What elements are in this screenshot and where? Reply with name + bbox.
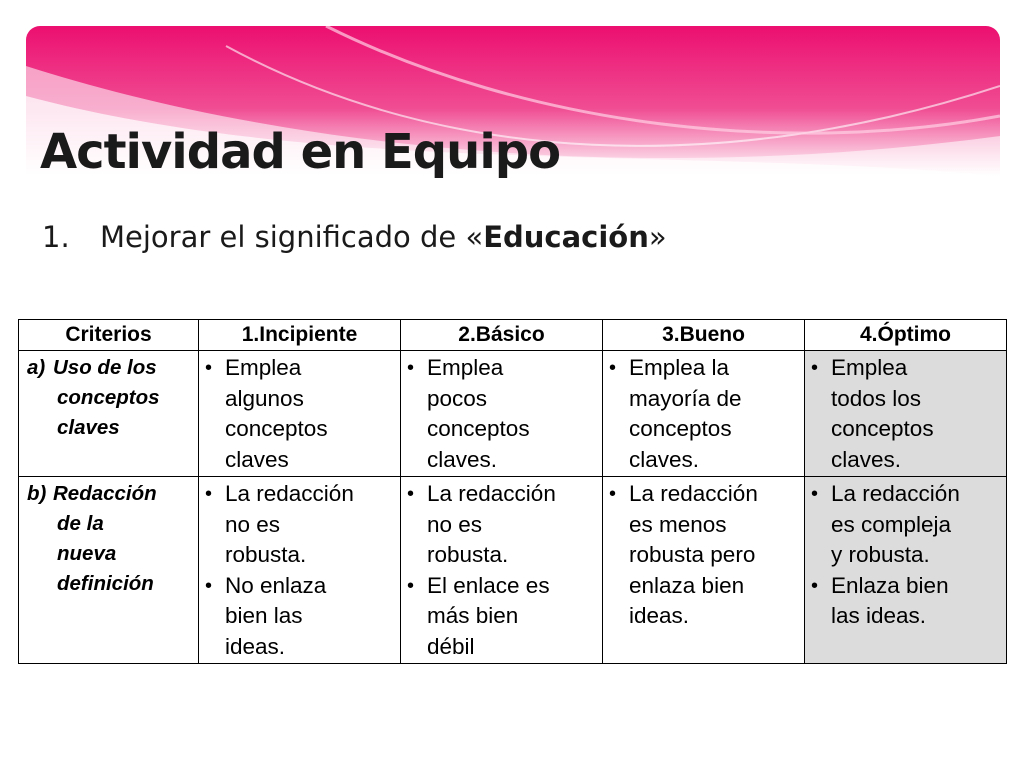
bullet-item [831,571,1002,632]
level-cell-optimo [805,477,1007,664]
header-optimo: 4.Óptimo [805,320,1007,351]
table-row [19,477,1007,664]
line: enlaza bien [629,572,745,598]
line: robusta. [225,542,307,567]
line: • Emplea la [629,355,730,380]
line: conceptos [225,416,328,441]
line: • La redacción [225,481,354,506]
bullet-item [427,571,598,663]
bullet-item [831,479,1002,571]
header-basico: 2.Básico [401,320,603,351]
level-cell [199,477,401,664]
line: ideas. [629,603,690,628]
line: no es [427,511,483,537]
criterion-text: claves [57,416,120,439]
line: • No enlaza [225,572,327,598]
bullet-item [225,479,396,571]
criterion-text: nueva [57,542,117,565]
bullet-item [629,353,800,475]
line: conceptos [831,416,934,441]
criterion-cell [19,351,199,477]
line: es menos [629,511,727,537]
level-cell [603,477,805,664]
criterion-text: definición [57,572,154,595]
line: • La redacción [831,481,960,506]
line: débil [427,633,475,659]
level-cell [603,351,805,477]
line: • Emplea [831,355,908,380]
level-cell-optimo [805,351,1007,477]
level-cell [401,477,603,664]
bullet-item [831,353,1002,475]
criterion-text: de la [57,512,104,535]
criterion-label: a) [27,356,46,379]
line: • Emplea [427,355,504,380]
line: algunos [225,385,304,411]
bullet-item [427,353,598,475]
table-header-row [19,320,1007,351]
line: mayoría de [629,385,742,411]
line: pocos [427,385,488,411]
header-criterios: Criterios [19,320,199,351]
line: claves [225,446,289,472]
line: todos los [831,385,922,411]
line: • La redacción [427,481,556,506]
subtitle-prefix: Mejorar el significado de « [100,220,484,254]
line: claves. [629,446,700,472]
criterion-cell [19,477,199,664]
line: • El enlace es [427,572,550,598]
line: las ideas. [831,603,927,628]
criterion-label: b) [27,482,47,505]
line: conceptos [629,416,732,441]
bullet-item [225,571,396,663]
bullet-item [225,353,396,475]
line: y robusta. [831,542,930,567]
slide-title: Actividad en Equipo [40,124,561,180]
line: robusta. [427,542,509,567]
rubric-table [18,319,1007,664]
line: no es [225,511,281,537]
criterion-text: Uso de los [53,356,157,379]
subtitle-suffix: » [648,220,667,254]
line: bien las [225,603,303,628]
header-bueno: 3.Bueno [603,320,805,351]
level-cell [401,351,603,477]
line: • La redacción [629,481,758,506]
level-cell [199,351,401,477]
line: • Enlaza bien [831,572,949,598]
bullet-item [427,479,598,571]
line: robusta pero [629,542,756,567]
criterion-text: conceptos [57,386,160,409]
criterion-text: Redacción [53,482,157,505]
subtitle-highlight: Educación [483,220,649,254]
subtitle-number: 1. [42,220,70,254]
header-incipiente: 1.Incipiente [199,320,401,351]
line: conceptos [427,416,530,441]
line: claves. [427,446,498,472]
line: • Emplea [225,355,302,380]
table-row [19,351,1007,477]
line: es compleja [831,511,952,537]
line: ideas. [225,633,286,659]
line: claves. [831,446,902,472]
subtitle [42,220,667,254]
line: más bien [427,603,519,628]
bullet-item [629,479,800,632]
